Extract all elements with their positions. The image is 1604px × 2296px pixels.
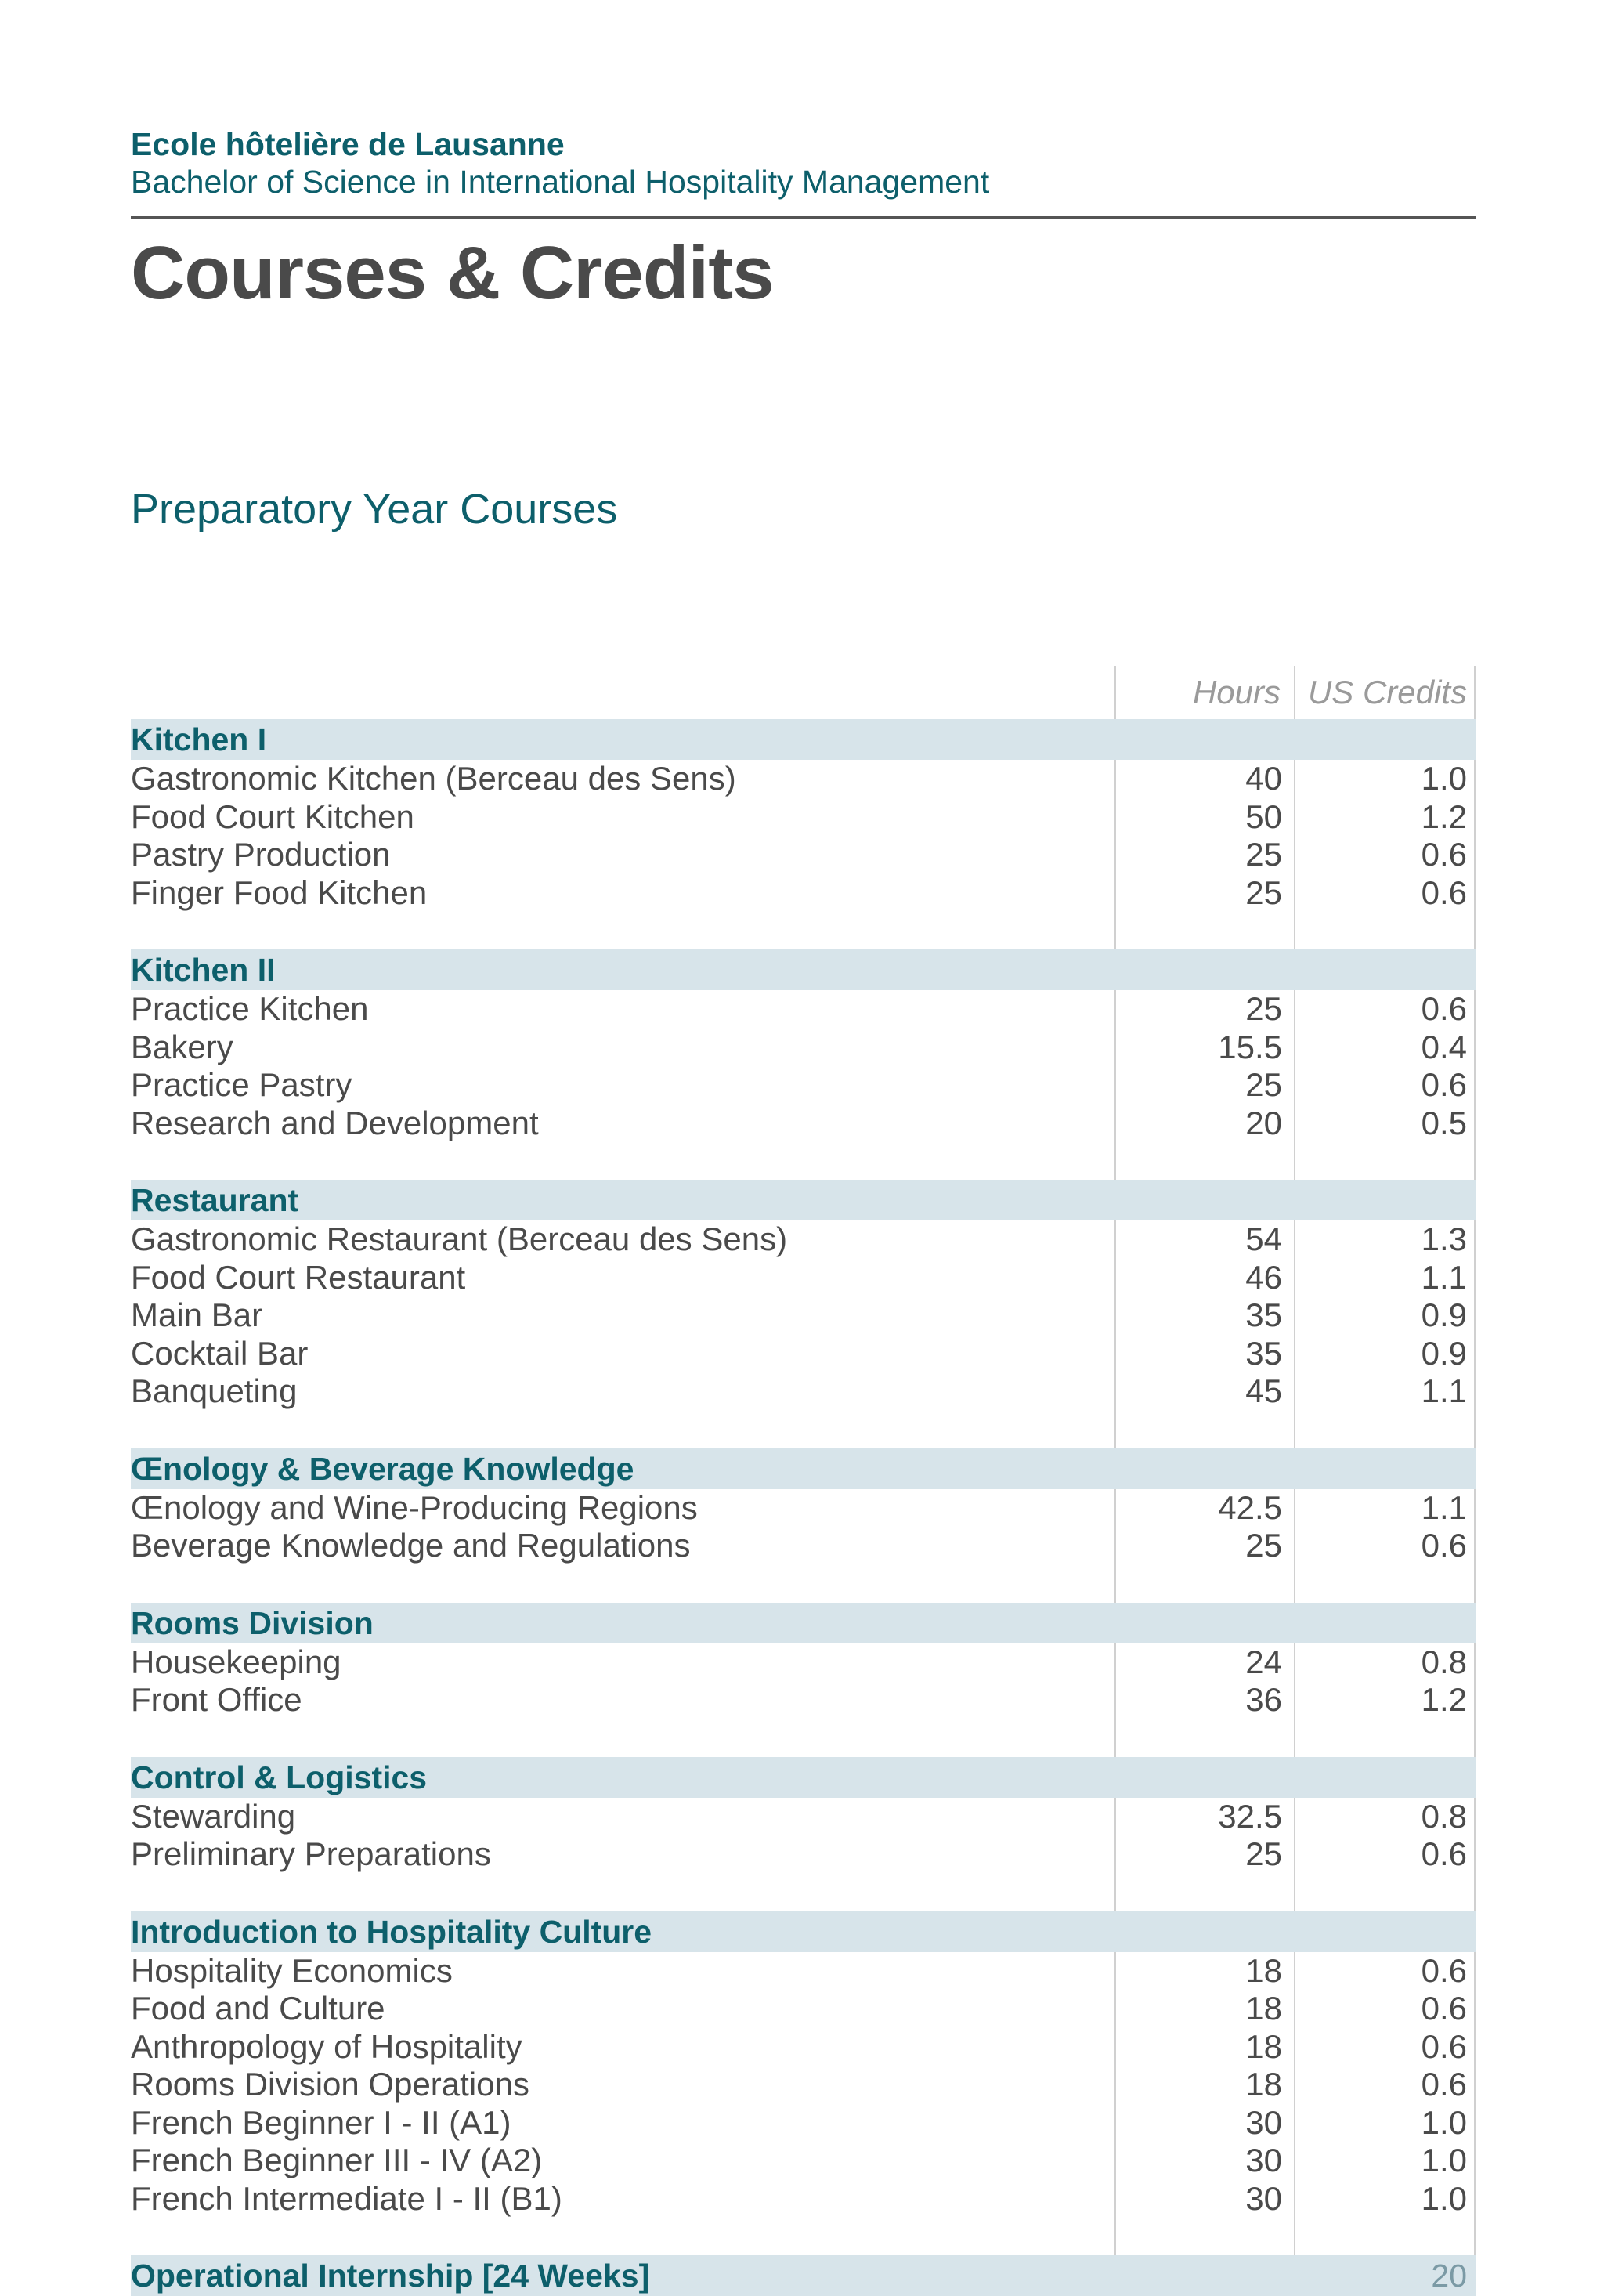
course-credits: 1.3 — [1421, 1220, 1467, 1257]
course-group — [131, 1448, 1476, 1565]
table-row — [131, 1029, 1476, 1067]
course-credits: 1.1 — [1421, 1488, 1467, 1526]
course-name: Anthropology of Hospitality — [131, 2027, 522, 2065]
course-hours: 25 — [1245, 990, 1282, 1027]
course-credits: 0.6 — [1421, 990, 1467, 1027]
course-hours: 25 — [1245, 1527, 1282, 1564]
course-name: Finger Food Kitchen — [131, 873, 428, 911]
table-row — [131, 1259, 1476, 1297]
course-credits: 1.0 — [1421, 2179, 1467, 2217]
course-hours: 25 — [1245, 836, 1282, 873]
course-name: Food Court Kitchen — [131, 797, 414, 835]
course-name: French Beginner I - II (A1) — [131, 2103, 511, 2141]
course-name: Front Office — [131, 1681, 302, 1718]
table-row — [131, 2104, 1476, 2142]
course-name: Pastry Production — [131, 836, 391, 873]
group-name: Œnology & Beverage Knowledge — [131, 1450, 634, 1487]
course-credits: 0.6 — [1421, 1066, 1467, 1103]
table-row — [131, 1105, 1476, 1143]
course-credits: 1.2 — [1421, 797, 1467, 835]
table-row — [131, 1489, 1476, 1528]
course-hours: 25 — [1245, 1066, 1282, 1103]
school-name: Ecole hôtelière de Lausanne — [131, 126, 565, 162]
course-credits: 0.5 — [1421, 1104, 1467, 1141]
course-hours: 25 — [1245, 873, 1282, 911]
course-credits: 0.4 — [1421, 1028, 1467, 1065]
course-name: Bakery — [131, 1028, 233, 1065]
page-title: Courses & Credits — [131, 231, 774, 315]
group-header-row — [131, 2255, 1476, 2296]
course-name: Rooms Division Operations — [131, 2066, 529, 2103]
course-credits: 1.0 — [1421, 2142, 1467, 2178]
table-row — [131, 1527, 1476, 1565]
course-group — [131, 949, 1476, 1142]
course-hours: 20 — [1245, 1104, 1282, 1141]
course-name: Hospitality Economics — [131, 1951, 453, 1989]
course-hours: 35 — [1245, 1296, 1282, 1333]
document-header — [131, 125, 1476, 320]
course-group — [131, 2255, 1476, 2296]
program-name: Bachelor of Science in International Hospitality Management — [131, 164, 990, 200]
course-hours: 18 — [1245, 2066, 1282, 2103]
course-name: Preliminary Preparations — [131, 1835, 491, 1872]
course-hours: 50 — [1245, 797, 1282, 835]
document-page — [131, 125, 1476, 2294]
course-hours: 45 — [1245, 1372, 1282, 1409]
course-group — [131, 1757, 1476, 1874]
table-row — [131, 1681, 1476, 1719]
course-name: Research and Development — [131, 1104, 539, 1141]
header-divider — [131, 216, 1476, 219]
course-hours: 35 — [1245, 1334, 1282, 1372]
group-header-row — [131, 1603, 1476, 1643]
course-name: French Intermediate I - II (B1) — [131, 2179, 562, 2217]
course-credits: 1.0 — [1421, 2103, 1467, 2141]
course-name: Practice Pastry — [131, 1066, 352, 1103]
table-row — [131, 1643, 1476, 1682]
course-hours: 46 — [1245, 1258, 1282, 1296]
course-group — [131, 1911, 1476, 2218]
table-row — [131, 836, 1476, 874]
table-header — [131, 666, 1476, 719]
course-name: Œnology and Wine-Producing Regions — [131, 1488, 698, 1526]
course-name: Banqueting — [131, 1372, 298, 1409]
course-hours: 18 — [1245, 1990, 1282, 2027]
table-row — [131, 1798, 1476, 1836]
table-row — [131, 1990, 1476, 2028]
group-name: Restaurant — [131, 1182, 299, 1218]
course-name: Main Bar — [131, 1296, 263, 1333]
course-hours: 18 — [1245, 1951, 1282, 1989]
hours-column-header: Hours — [1192, 674, 1281, 710]
course-credits: 0.8 — [1421, 1643, 1467, 1680]
course-group — [131, 1603, 1476, 1719]
course-hours: 42.5 — [1218, 1488, 1282, 1526]
table-row — [131, 1335, 1476, 1373]
course-hours: 36 — [1245, 1681, 1282, 1718]
table-row — [131, 1835, 1476, 1874]
course-name: French Beginner III - IV (A2) — [131, 2142, 543, 2178]
course-credits: 0.6 — [1421, 2066, 1467, 2103]
course-credits: 1.1 — [1421, 1372, 1467, 1409]
group-header-row — [131, 1911, 1476, 1952]
course-hours: 24 — [1245, 1643, 1282, 1680]
course-name: Food and Culture — [131, 1990, 385, 2027]
course-credits: 1.1 — [1421, 1258, 1467, 1296]
group-header-row — [131, 719, 1476, 760]
group-name: Kitchen I — [131, 721, 267, 757]
course-credits: 0.6 — [1421, 1990, 1467, 2027]
group-header-row — [131, 1757, 1476, 1798]
group-name: Rooms Division — [131, 1604, 374, 1641]
course-group — [131, 1180, 1476, 1411]
course-hours: 40 — [1245, 760, 1282, 797]
course-credits: 0.6 — [1421, 1527, 1467, 1564]
table-row — [131, 1296, 1476, 1335]
course-name: Gastronomic Kitchen (Berceau des Sens) — [131, 760, 736, 797]
table-row — [131, 760, 1476, 798]
group-header-row — [131, 1180, 1476, 1220]
table-row — [131, 1220, 1476, 1259]
course-hours: 30 — [1245, 2103, 1282, 2141]
course-credits: 0.8 — [1421, 1797, 1467, 1835]
course-hours: 30 — [1245, 2179, 1282, 2217]
course-credits: 0.6 — [1421, 1835, 1467, 1872]
course-credits: 1.2 — [1421, 1681, 1467, 1718]
course-credits: 0.6 — [1421, 2027, 1467, 2065]
section-title: Preparatory Year Courses — [131, 486, 618, 533]
table-row — [131, 2066, 1476, 2104]
group-name: Control & Logistics — [131, 1759, 428, 1795]
table-row — [131, 1066, 1476, 1105]
course-name: Gastronomic Restaurant (Berceau des Sens) — [131, 1220, 788, 1257]
course-hours: 30 — [1245, 2142, 1282, 2178]
group-name: Kitchen II — [131, 952, 276, 988]
course-name: Beverage Knowledge and Regulations — [131, 1527, 691, 1564]
group-name: Introduction to Hospitality Culture — [131, 1913, 652, 1950]
course-hours: 15.5 — [1218, 1028, 1282, 1065]
course-credits: 0.6 — [1421, 1951, 1467, 1989]
course-hours: 25 — [1245, 1835, 1282, 1872]
table-row — [131, 990, 1476, 1029]
course-name: Housekeeping — [131, 1643, 341, 1680]
credits-column-header: US Credits — [1307, 674, 1467, 710]
table-row — [131, 2142, 1476, 2180]
course-name: Food Court Restaurant — [131, 1258, 466, 1296]
group-header-row — [131, 1448, 1476, 1489]
table-row — [131, 798, 1476, 837]
table-row — [131, 1952, 1476, 1990]
course-name: Cocktail Bar — [131, 1334, 309, 1372]
course-credits: 0.9 — [1421, 1334, 1467, 1372]
course-hours: 54 — [1245, 1220, 1282, 1257]
course-name: Stewarding — [131, 1797, 296, 1835]
table-row — [131, 1372, 1476, 1411]
table-row — [131, 2028, 1476, 2066]
table-row — [131, 874, 1476, 913]
group-credits: 20 — [1431, 2258, 1467, 2294]
table-body — [131, 719, 1476, 2296]
course-group — [131, 719, 1476, 912]
table-row — [131, 2180, 1476, 2218]
group-header-row — [131, 949, 1476, 990]
group-name: Operational Internship [24 Weeks] — [131, 2258, 650, 2294]
course-credits: 1.0 — [1421, 760, 1467, 797]
course-hours: 18 — [1245, 2027, 1282, 2065]
course-credits: 0.9 — [1421, 1296, 1467, 1333]
course-hours: 32.5 — [1218, 1797, 1282, 1835]
course-name: Practice Kitchen — [131, 990, 369, 1027]
course-credits: 0.6 — [1421, 873, 1467, 911]
course-credits: 0.6 — [1421, 836, 1467, 873]
